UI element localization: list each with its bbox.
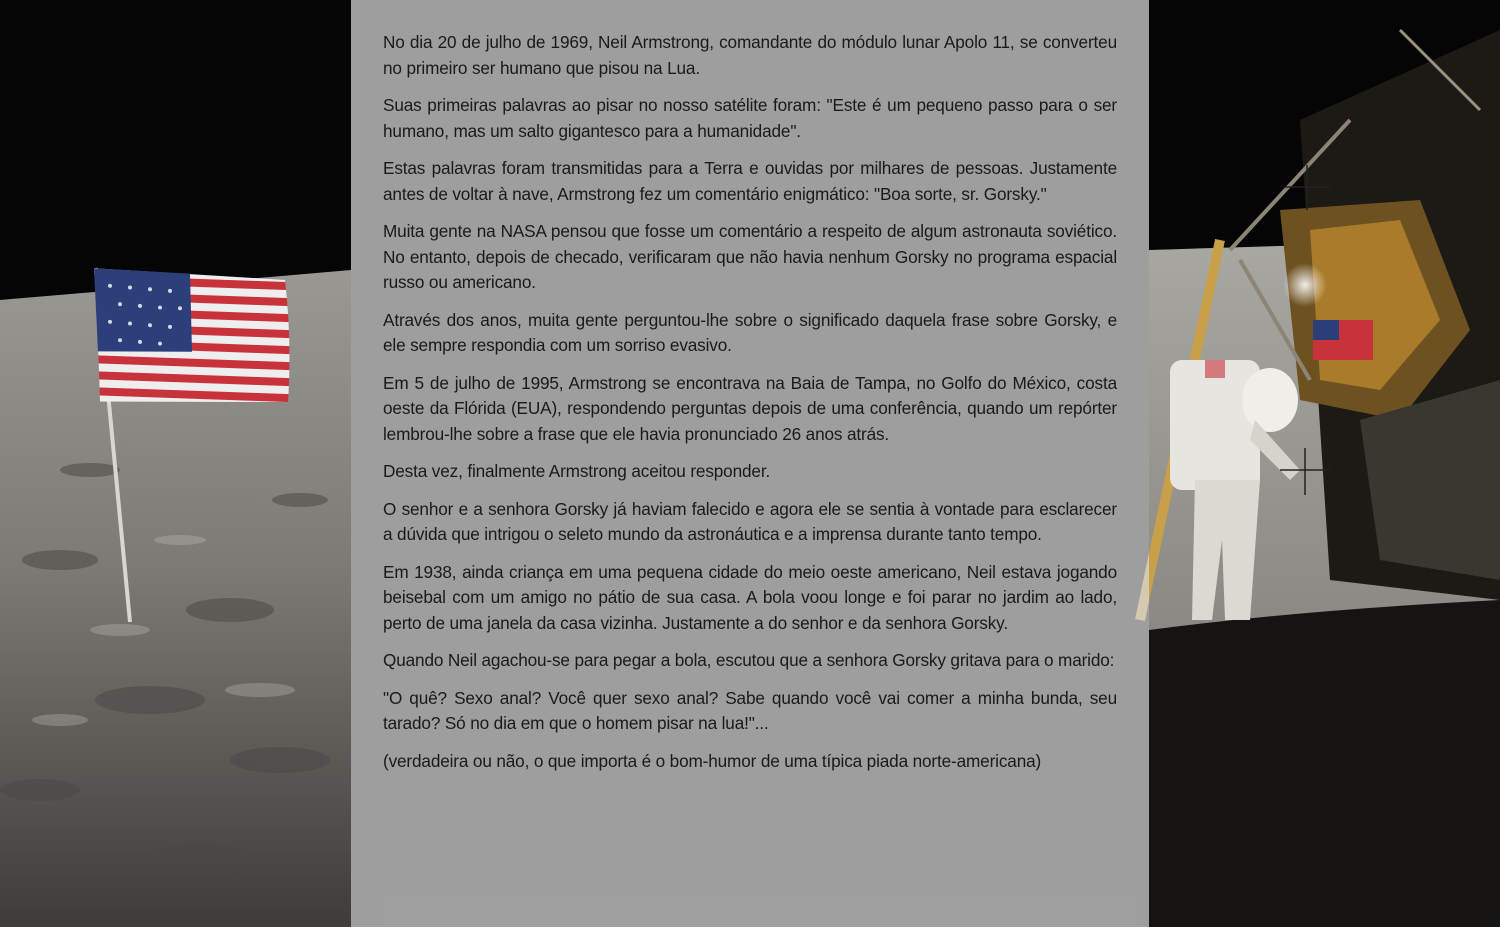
paragraph-6: Em 5 de julho de 1995, Armstrong se encontrava na Baia de Tampa, no Golfo do México, costa oeste da Flórida (EUA), respondendo perguntas depois de uma conferência, quando um repórter lembrou-lhe sobre a frase que ele havia pronunciado 26 anos atrás. [383,372,1117,444]
paragraph-11: "O quê? Sexo anal? Você quer sexo anal? Sabe quando você vai comer a minha bunda, seu tarado? Só no dia em que o homem pisar na lua!"... [383,687,1117,733]
paragraph-3: Estas palavras foram transmitidas para a Terra e ouvidas por milhares de pessoas. Justamente antes de voltar à nave, Armstrong fez um comentário enigmático: "Boa sorte, sr. Gorsky." [383,158,1117,204]
paragraph-12: (verdadeira ou não, o que importa é o bom-humor de uma típica piada norte-americana) [383,750,1042,771]
paragraph-4: Muita gente na NASA pensou que fosse um comentário a respeito de algum astronauta soviético. No entanto, depois de checado, verificaram que não havia nenhum Gorsky no programa espacial russo ou americano. [383,221,1117,292]
paragraph-2: Suas primeiras palavras ao pisar no nosso satélite foram: "Este é um pequeno passo para o ser humano, mas um salto gigantesco para a humanidade". [383,95,1117,141]
paragraph-7: Desta vez, finalmente Armstrong aceitou responder. [383,461,771,481]
us-flag [94,268,289,408]
paragraph-9: Em 1938, ainda criança em uma pequena cidade do meio oeste americano, Neil estava jogando beisebal com um amigo no pátio de sua casa. A bola voou longe e foi parar no jardim ao lado, perto de uma janela da casa vizinha. Justamente a do senhor e da senhora Gorsky. [383,561,1117,633]
paragraph-5: Através dos anos, muita gente perguntou-lhe sobre o significado daquela frase sobre Gorsky, e ele sempre respondia com um sorriso evasivo. [383,309,1117,355]
paragraph-1: No dia 20 de julho de 1969, Neil Armstrong, comandante do módulo lunar Apolo 11, se converteu no primeiro ser humano que pisou na Lua. [383,32,1117,78]
paragraph-8: O senhor e a senhora Gorsky já haviam falecido e agora ele se sentia à vontade para esclarecer a dúvida que intrigou o seleto mundo da astronáutica e a imprensa durante tanto tempo. [383,498,1117,544]
story-text-panel [351,0,1149,927]
paragraph-10: Quando Neil agachou-se para pegar a bola, escutou que a senhora Gorsky gritava para o marido: [383,650,1115,670]
